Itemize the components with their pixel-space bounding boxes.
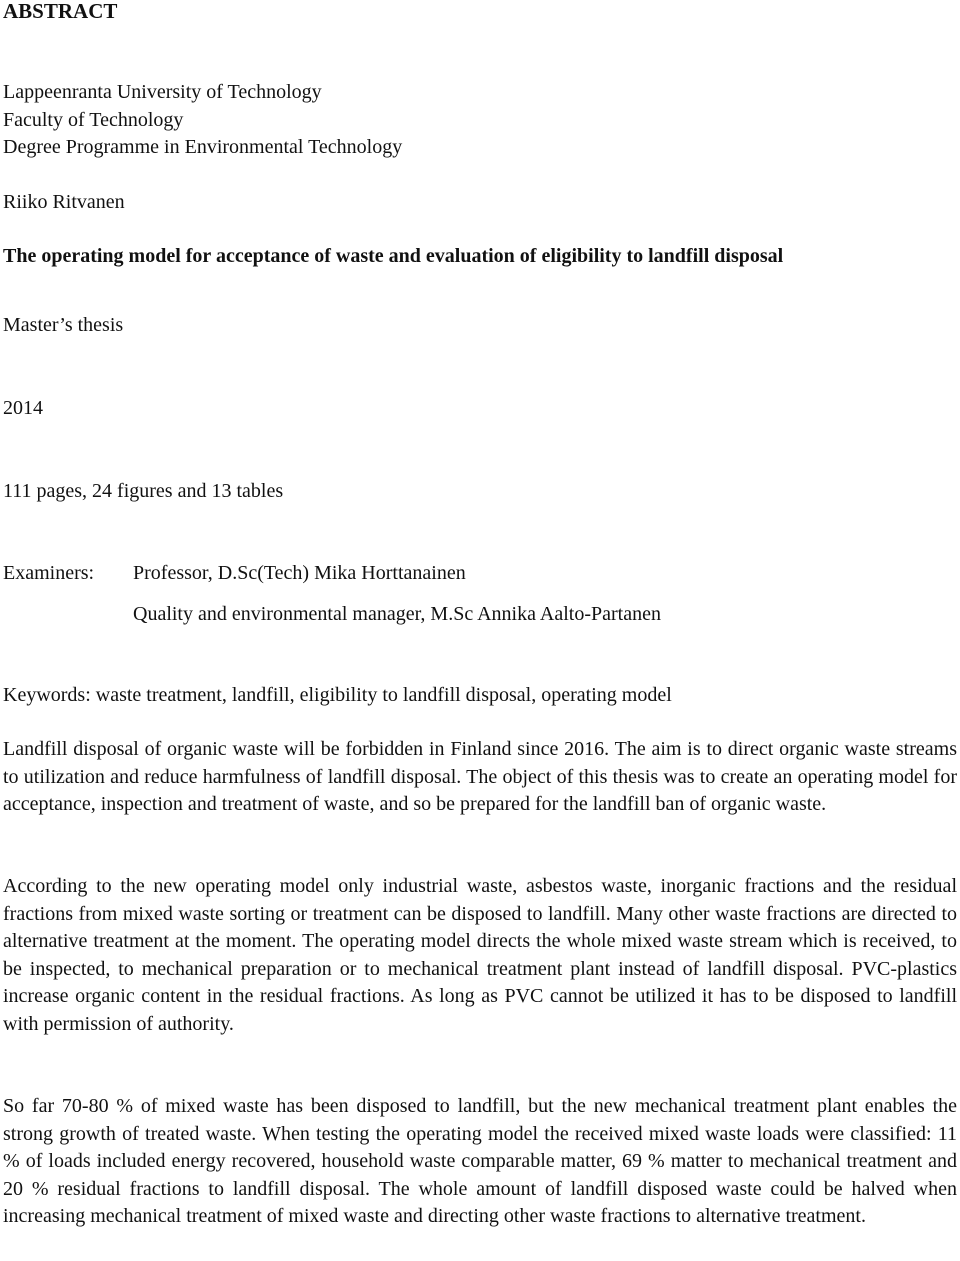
thesis-title: The operating model for acceptance of waste and evaluation of eligibility to landfill disposal [3,245,784,267]
abstract-paragraph-3: So far 70-80 % of mixed waste has been disposed to landfill, but the new mechanical treatment plant enables the strong growth of treated waste. When testing the operating model the received mixed waste loads were classified: 11 % of loads included energy recovered, household waste comparable matter, 69 % matter to mechanical treatment and 20 % residual fractions to landfill disposal. The whole amount of landfill disposed waste could be halved when increasing mechanical treatment of mixed waste and directing other waste fractions to alternative treatment. [3,1095,957,1227]
examiners-row [3,560,466,588]
abstract-paragraph-2: According to the new operating model only industrial waste, asbestos waste, inorganic fractions and the residual fractions from mixed waste sorting or treatment can be disposed to landfill. Many other waste fractions are directed to alternative treatment at the moment. The operating model directs the whole mixed waste stream which is received, to be inspected, to mechanical preparation or to mechanical treatment plant instead of landfill disposal. PVC-plastics increase organic content in the residual fractions. As long as PVC cannot be utilized it has to be disposed to landfill with permission of authority. [3,875,957,1035]
degree-programme: Degree Programme in Environmental Technology [3,136,403,158]
faculty-name: Faculty of Technology [3,108,184,131]
thesis-type: Master’s thesis [3,314,124,336]
examiner-2: Quality and environmental manager, M.Sc Annika Aalto-Partanen [133,603,661,625]
keywords: Keywords: waste treatment, landfill, eligibility to landfill disposal, operating model [3,684,672,706]
examiners-row-2 [3,601,661,629]
examiner-1: Professor, D.Sc(Tech) Mika Horttanainen [133,562,466,584]
examiners-label: Examiners: [3,562,95,584]
abstract-paragraph-1: Landfill disposal of organic waste will be forbidden in Finland since 2016. The aim is to direct organic waste streams to utilization and reduce harmfulness of landfill disposal. The object of this thesis was to create an operating model for acceptance, inspection and treatment of waste, and so be prepared for the landfill ban of organic waste. [3,738,957,815]
university-name: Lappeenranta University of Technology [3,81,322,103]
author-name: Riiko Ritvanen [3,191,125,213]
affiliation-block [3,79,957,162]
thesis-extent: 111 pages, 24 figures and 13 tables [3,480,284,502]
abstract-heading: ABSTRACT [3,0,118,23]
thesis-year: 2014 [3,397,43,419]
